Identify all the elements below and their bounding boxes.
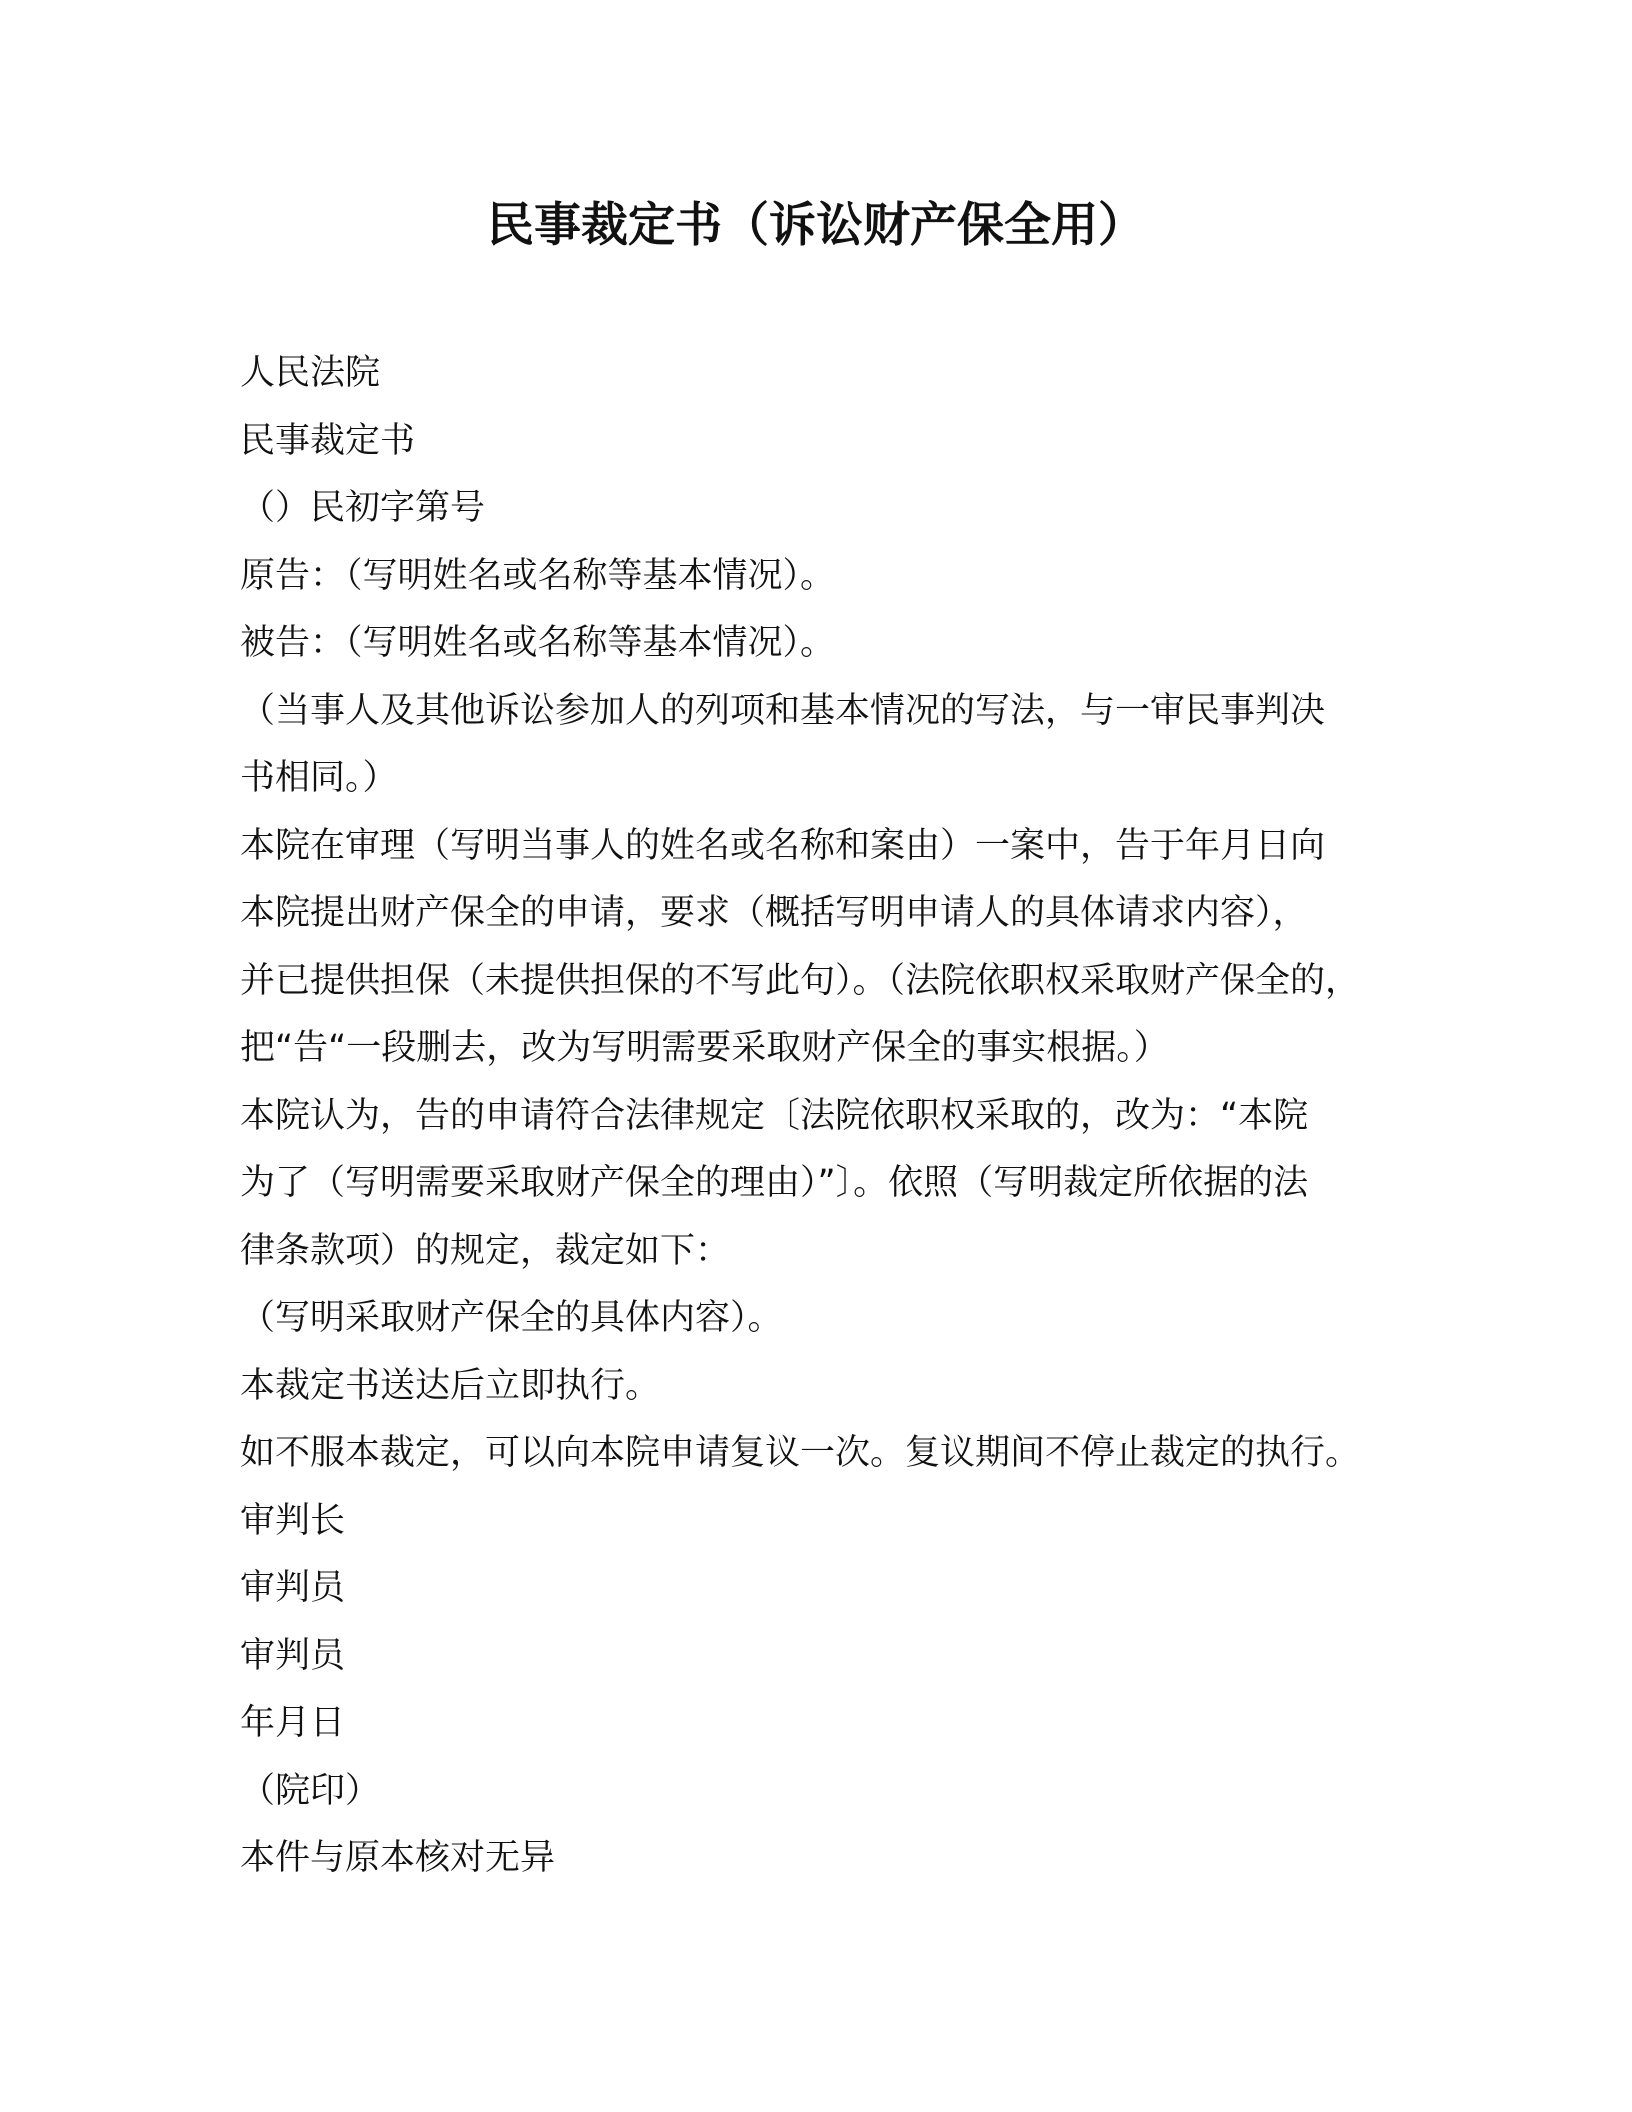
judge-line-2: 审判员 <box>240 1635 346 1676</box>
date-line: 年月日 <box>240 1703 346 1743</box>
court-seal-line: （院印） <box>240 1770 381 1811</box>
document-title: 民事裁定书（诉讼财产保全用） <box>487 198 1145 253</box>
reasoning-line-3: 律条款项）的规定，裁定如下： <box>240 1230 731 1271</box>
verification-line: 本件与原本核对无异 <box>240 1838 556 1878</box>
document-type-line: 民事裁定书 <box>240 420 416 461</box>
presiding-judge-line: 审判长 <box>240 1500 346 1541</box>
judge-line-1: 审判员 <box>240 1568 346 1608</box>
reasoning-line-2: 为了（写明需要采取财产保全的理由）”〕。依照（写明裁定所依据的法 <box>240 1163 1309 1203</box>
party-note-line-2: 书相同。） <box>240 758 398 798</box>
ruling-content-line: （写明采取财产保全的具体内容）。 <box>240 1298 783 1338</box>
facts-line-1: 本院在审理（写明当事人的姓名或名称和案由）一案中，告于年月日向 <box>240 825 1326 866</box>
facts-line-4: 把“告“一段删去，改为写明需要采取财产保全的事实根据。） <box>240 1028 1169 1068</box>
court-name-line: 人民法院 <box>240 353 381 393</box>
defendant-line: 被告：（写明姓名或名称等基本情况）。 <box>240 623 836 663</box>
document-body <box>240 340 1392 1893</box>
appeal-line: 如不服本裁定，可以向本院申请复议一次。复议期间不停止裁定的执行。 <box>240 1433 1361 1473</box>
party-note-line-1: （当事人及其他诉讼参加人的列项和基本情况的写法，与一审民事判决 <box>240 690 1326 731</box>
facts-line-2: 本院提出财产保全的申请，要求（概括写明申请人的具体请求内容）， <box>240 893 1308 933</box>
reasoning-line-1: 本院认为，告的申请符合法律规定〔法院依职权采取的，改为：“本院 <box>240 1095 1309 1136</box>
case-number-line: （）民初字第号 <box>240 488 486 528</box>
facts-line-3: 并已提供担保（未提供担保的不写此句）。（法院依职权采取财产保全的， <box>240 960 1361 1001</box>
plaintiff-line: 原告：（写明姓名或名称等基本情况）。 <box>240 555 836 596</box>
execution-line: 本裁定书送达后立即执行。 <box>240 1365 661 1406</box>
